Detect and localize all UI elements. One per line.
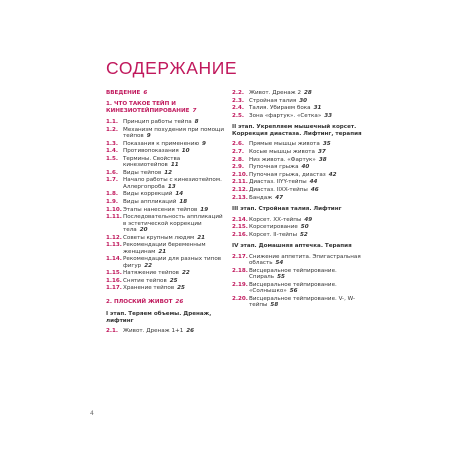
toc-entry-num: 2.14. (232, 216, 248, 223)
toc-stage-4: IV этап. Домашняя аптечка. Терапия (232, 243, 352, 250)
toc-entry-text: Живот. Дренаж 1+1 (123, 328, 184, 335)
toc-entry-page: 19 (200, 206, 209, 213)
toc-entry[interactable] (232, 217, 372, 223)
toc-entry-page: 31 (313, 105, 322, 112)
toc-entry-page: 44 (309, 179, 318, 186)
toc-entry-page: 49 (304, 216, 313, 223)
toc-entry[interactable] (232, 224, 372, 230)
toc-entry[interactable] (232, 141, 372, 147)
toc-entry-body (123, 199, 226, 205)
toc-entry[interactable] (232, 232, 372, 238)
toc-entry-num: 2.17. (232, 253, 248, 260)
toc-entry[interactable] (106, 214, 226, 233)
toc-entry-body (123, 242, 226, 255)
toc-entry-page: 54 (275, 260, 284, 267)
toc-entry[interactable] (232, 90, 372, 96)
toc-entry[interactable] (106, 177, 226, 190)
toc-entry-page: 52 (300, 231, 308, 238)
toc-section-1-label: ЧТО ТАКОЕ ТЕЙП И КИНЕЗИОТЕЙПИРОВАНИЕ (106, 101, 190, 114)
toc-entry-text: Бандаж (249, 194, 273, 201)
toc-entry[interactable] (232, 282, 372, 295)
toc-entries-stage-4 (232, 254, 372, 309)
toc-entry-page: 22 (144, 262, 153, 269)
toc-entry-body (123, 127, 226, 140)
toc-entry-page: 20 (139, 226, 148, 233)
toc-entry[interactable] (232, 179, 372, 185)
toc-entry-body (123, 328, 226, 334)
toc-entry-num: 2.20. (232, 295, 248, 302)
toc-entry-text: Термины. Свойства кинезиотейпов (123, 155, 181, 169)
toc-entry-page: 50 (300, 224, 309, 231)
toc-entry-page: 46 (310, 186, 319, 193)
toc-entry-body (123, 235, 226, 241)
toc-entry[interactable] (106, 127, 226, 140)
toc-entry-num: 2.13. (232, 194, 248, 201)
toc-entry-num: 2.4. (232, 105, 245, 112)
toc-section-2-page: 26 (175, 298, 184, 305)
toc-entry-body (249, 149, 372, 155)
toc-entry-body (249, 254, 372, 267)
toc-entry-body (249, 224, 372, 230)
toc-right-column (232, 90, 372, 310)
toc-entry-num: 2.16. (232, 231, 248, 238)
toc-entry-body (249, 157, 372, 163)
toc-entries-section-1 (106, 119, 226, 292)
toc-entry-num: 2.1. (106, 328, 119, 335)
toc-entry-text: Висцеральное тейпирование. V-, W-тейпы (249, 295, 355, 309)
toc-entry-text: Низ живота. «Фартук» (249, 156, 316, 163)
toc-entry-text: Корсет. II-тейпы (249, 231, 298, 238)
toc-entry-text: Прямые мышцы живота (249, 141, 320, 148)
toc-entry-text: Снятие тейпов (123, 277, 167, 284)
toc-section-1-num: 1. (106, 101, 113, 107)
toc-entry-body (249, 113, 372, 119)
toc-entry-num: 2.19. (232, 281, 248, 288)
toc-entry-text: Рекомендации для разных типов фигур (123, 256, 222, 269)
toc-entry-body (249, 172, 372, 178)
toc-entry-num: 2.15. (232, 224, 248, 231)
toc-entry-page: 18 (179, 198, 188, 205)
toc-entry-text: Советы крупным людям (123, 234, 195, 241)
toc-entry-num: 1.11. (106, 214, 122, 221)
toc-entry[interactable] (106, 270, 226, 276)
toc-entry-num: 2.5. (232, 112, 245, 119)
toc-entry[interactable] (232, 164, 372, 170)
toc-entry[interactable] (106, 256, 226, 269)
toc-entry-num: 2.6. (232, 141, 245, 148)
toc-entry[interactable] (106, 235, 226, 241)
toc-entry-page: 33 (324, 112, 333, 119)
toc-entry[interactable] (232, 268, 372, 281)
toc-entry-text: Виды тейпов (123, 169, 162, 176)
toc-entry-body (249, 141, 372, 147)
toc-entries-stage-1 (106, 328, 226, 334)
toc-entry-page: 58 (270, 302, 279, 309)
toc-entry[interactable] (106, 328, 226, 334)
toc-entry-page: 56 (289, 288, 298, 295)
toc-entry-num: 2.2. (232, 90, 245, 96)
toc-entry-body (123, 141, 226, 147)
toc-entry-num: 1.14. (106, 256, 122, 263)
toc-entry-num: 2.3. (232, 97, 245, 104)
toc-section-1[interactable] (106, 101, 226, 115)
toc-section-1-page: 7 (192, 108, 197, 114)
toc-entry-page: 55 (277, 274, 285, 281)
toc-entry-text: Хранение тейпов (123, 285, 175, 292)
toc-entry-page: 8 (194, 119, 199, 125)
toc-entry[interactable] (232, 157, 372, 163)
toc-entry-page: 26 (186, 328, 195, 335)
toc-entry[interactable] (232, 254, 372, 267)
toc-entry-num: 1.8. (106, 191, 119, 198)
toc-intro[interactable] (106, 90, 226, 97)
toc-entry[interactable] (106, 278, 226, 284)
toc-entry[interactable] (232, 172, 372, 178)
toc-entry-body (123, 285, 226, 291)
toc-entry-num: 1.10. (106, 206, 122, 213)
toc-entry-body (123, 177, 226, 190)
toc-entry-text: Этапы нанесения тейпов (123, 206, 198, 213)
toc-entry-body (249, 195, 372, 201)
toc-entry[interactable] (232, 105, 372, 111)
toc-entry-text: Рекомендации беременным женщинам (123, 242, 206, 255)
toc-entry-text: Механизм похудения при помощи тейпов (123, 126, 224, 139)
toc-entry-text: Зона «фартук». «Сетка» (249, 112, 322, 119)
page-number: 4 (90, 410, 94, 417)
toc-entry-body (123, 156, 226, 169)
toc-entry-num: 2.11. (232, 179, 248, 186)
toc-entry-text: Диастаз. IIYY-тейпы (249, 179, 307, 186)
toc-entry-body (249, 98, 372, 104)
toc-entry-page: 12 (164, 169, 173, 176)
toc-entry-page: 21 (158, 248, 167, 255)
toc-entry-body (249, 187, 372, 193)
toc-entry-num: 1.2. (106, 126, 119, 133)
toc-entry-num: 1.5. (106, 155, 119, 162)
toc-entry-num: 1.9. (106, 198, 119, 205)
toc-entry-body (249, 296, 372, 309)
toc-entry-body (249, 282, 372, 295)
toc-entry-page: 25 (169, 277, 178, 284)
toc-entry[interactable] (106, 207, 226, 213)
toc-entry-num: 2.18. (232, 267, 248, 274)
toc-entries-stage-2 (232, 141, 372, 201)
toc-entry[interactable] (106, 191, 226, 197)
toc-entry-page: 30 (299, 97, 308, 104)
toc-entry-page: 37 (317, 148, 326, 155)
toc-entries-stage-3 (232, 217, 372, 239)
toc-stage-3: III этап. Стройная талия. Лифтинг (232, 205, 342, 212)
toc-entry-text: Пупочная грыжа (249, 164, 299, 171)
toc-entries-stage-1-cont (232, 90, 372, 119)
toc-intro-page: 6 (143, 90, 148, 96)
toc-entry[interactable] (232, 195, 372, 201)
toc-stage-1: I этап. Теряем объемы. Дренаж, лифтинг (106, 310, 212, 324)
toc-entry-num: 2.10. (232, 171, 248, 178)
toc-entry-body (123, 214, 226, 233)
toc-entry-text: Корсетирование (249, 224, 298, 231)
toc-entry-page: 25 (177, 285, 185, 292)
toc-entry-num: 2.8. (232, 156, 245, 163)
toc-entry-page: 38 (318, 156, 327, 163)
toc-entry-page: 13 (167, 183, 176, 190)
toc-entry[interactable] (232, 149, 372, 155)
toc-entry-body (123, 119, 226, 125)
toc-entry-page: 21 (197, 234, 206, 241)
toc-entry-num: 1.17. (106, 285, 122, 292)
toc-entry-num: 1.13. (106, 242, 122, 249)
toc-entry-page: 42 (328, 171, 337, 178)
toc-entry[interactable] (106, 170, 226, 176)
toc-entry-body (123, 170, 226, 176)
toc-entry-num: 2.7. (232, 148, 245, 155)
toc-entry[interactable] (232, 113, 372, 119)
toc-entry-body (249, 232, 372, 238)
toc-entry-num: 1.6. (106, 169, 119, 176)
toc-entry-page: 47 (275, 194, 284, 201)
toc-entry-text: Висцеральное тейпирование. Спираль (249, 267, 337, 281)
toc-entry-text: Противопоказания (123, 148, 179, 155)
toc-entry-text: Корсет. ХХ-тейпы (249, 216, 302, 223)
toc-entry-page: 9 (202, 140, 206, 147)
toc-entry-body (249, 217, 372, 223)
toc-entry-text: Живот. Дренаж 2 (249, 90, 302, 96)
toc-entry[interactable] (106, 242, 226, 255)
toc-entry-text: Диастаз. IIXX-тейпы (249, 186, 308, 193)
toc-stage-2: II этап. Укрепляем мышечный корсет. Коррекция диастаза. Лифтинг, терапия (232, 124, 362, 137)
toc-section-2[interactable] (106, 299, 226, 306)
toc-entry-page: 9 (146, 133, 151, 139)
toc-section-2-num: 2. (106, 298, 113, 305)
toc-entry-page: 14 (175, 191, 184, 198)
toc-entry-text: Показания к применению (123, 140, 200, 147)
toc-entry-body (123, 207, 226, 213)
toc-entry-text: Снижение аппетита. Эпигастральная область (249, 253, 361, 267)
toc-entry-page: 22 (181, 270, 190, 277)
toc-entry-text: Виды коррекций (123, 191, 173, 198)
toc-entry-num: 1.16. (106, 277, 122, 284)
toc-entry[interactable] (106, 119, 226, 125)
toc-entry[interactable] (232, 187, 372, 193)
toc-entry-body (249, 268, 372, 281)
toc-entry-num: 1.1. (106, 119, 119, 125)
toc-entry-body (249, 179, 372, 185)
toc-entry-text: Висцеральное тейпирование. «Солнышко» (249, 281, 337, 295)
toc-entry-body (123, 148, 226, 154)
toc-entry-page: 10 (181, 148, 190, 155)
toc-entry[interactable] (106, 285, 226, 291)
toc-entry-text: Талия. Убираем бока (249, 105, 311, 112)
toc-entry-text: Виды аппликаций (123, 198, 177, 205)
toc-entry[interactable] (106, 148, 226, 154)
toc-entry-body (123, 270, 226, 276)
toc-entry-num: 1.12. (106, 234, 122, 241)
toc-entry-body (249, 164, 372, 170)
toc-entry-page: 28 (304, 90, 312, 96)
toc-entry[interactable] (106, 199, 226, 205)
toc-entry[interactable] (106, 141, 226, 147)
toc-entry-num: 1.3. (106, 140, 119, 147)
toc-entry-body (249, 90, 372, 96)
toc-entry-text: Стройная талия (249, 97, 297, 104)
toc-intro-label: ВВЕДЕНИЕ (106, 90, 141, 96)
toc-entry-num: 2.12. (232, 186, 248, 193)
toc-entry-num: 1.15. (106, 270, 122, 277)
toc-entry-body (123, 278, 226, 284)
toc-entry-text: Натяжение тейпов (123, 270, 179, 277)
toc-entry-text: Последовательность аппликаций в эстетической коррекции тела (123, 214, 223, 233)
toc-entry-text: Косые мышцы живота (249, 148, 315, 155)
toc-entry[interactable] (106, 156, 226, 169)
toc-left-column (106, 90, 226, 336)
toc-section-2-label: ПЛОСКИЙ ЖИВОТ (113, 298, 173, 305)
toc-entry-body (123, 191, 226, 197)
toc-entry-num: 1.7. (106, 177, 119, 184)
toc-entry-text: Начало работы с кинезиотейпом. Аллергопроба (123, 177, 222, 190)
toc-entry-num: 2.9. (232, 164, 245, 171)
toc-entry-page: 11 (170, 162, 179, 169)
toc-entry-page: 35 (322, 141, 331, 148)
toc-entry-num: 1.4. (106, 148, 119, 155)
page-title: СОДЕРЖАНИЕ (106, 58, 238, 78)
toc-entry-page: 40 (301, 164, 310, 171)
toc-entry[interactable] (232, 98, 372, 104)
toc-entry[interactable] (232, 296, 372, 309)
toc-entry-body (123, 256, 226, 269)
toc-entry-body (249, 105, 372, 111)
toc-entry-text: Пупочная грыжа, диастаз (249, 171, 326, 178)
toc-entry-text: Принцип работы тейпа (123, 119, 192, 125)
